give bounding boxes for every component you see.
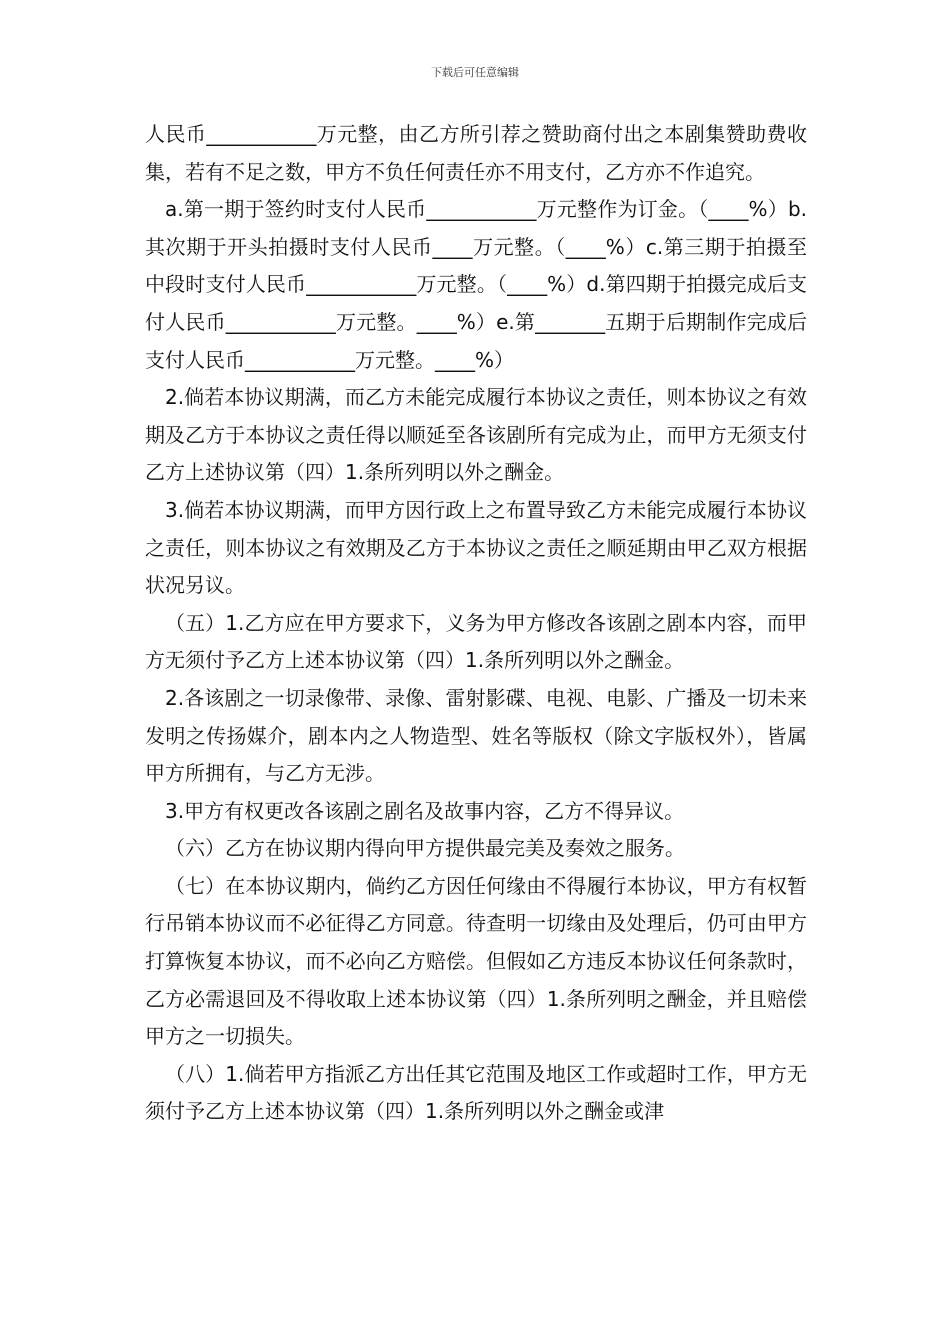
paragraph: （六）乙方在协议期内得向甲方提供最完美及奏效之服务。 [165, 836, 685, 861]
paragraph: 3.倘若本协议期满，而甲方因行政上之布置导致乙方未能完成履行本协议之责任，则本协议之有效期及乙方于本协议之责任之顺延期由甲乙双方根据状况另议。 [145, 497, 807, 598]
paragraph: （七）在本协议期内，倘约乙方因任何缘由不得履行本协议，甲方有权暂行吊销本协议而不必征得乙方同意。待查明一切缘由及处理后，仍可由甲方打算恢复本协议，而不必向乙方赔偿。但假如乙方违反本协议任何条款时，乙方必需退回及不得收取上述本协议第（四）1.条所列明之酬金，并且赔偿甲方之一切损失。 [145, 873, 807, 1049]
paragraph: （五）1.乙方应在甲方要求下，义务为甲方修改各该剧之剧本内容，而甲方无须付予乙方上述本协议第（四）1.条所列明以外之酬金。 [145, 610, 807, 673]
paragraph: 2.倘若本协议期满，而乙方未能完成履行本协议之责任，则本协议之有效期及乙方于本协议之责任得以顺延至各该剧所有完成为止，而甲方无须支付乙方上述协议第（四）1.条所列明以外之酬金。 [145, 385, 807, 485]
paragraph: （八）1.倘若甲方指派乙方出任其它范围及地区工作或超时工作，甲方无须付予乙方上述本协议第（四）1.条所列明以外之酬金或津 [145, 1061, 807, 1124]
paragraph: a.第一期于签约时支付人民币___________万元整作为订金。（____%）b.其次期于开头拍摄时支付人民币____万元整。（____%）c.第三期于拍摄至中段时支付人民币___________万元整。（____%）d.第四期于拍摄完成后支付人民币___________万元整。____%）e.第_______五期于后期制作完成后支付人民币___________万元整。____%） [145, 197, 807, 372]
paragraph: 人民币___________万元整，由乙方所引荐之赞助商付出之本剧集赞助费收集，若有不足之数，甲方不负任何责任亦不用支付，乙方亦不作追究。 [145, 122, 807, 184]
page-header: 下载后可任意编辑 [431, 66, 519, 79]
document-body [145, 116, 807, 1131]
paragraph: 2.各该剧之一切录像带、录像、雷射影碟、电视、电影、广播及一切未来发明之传扬媒介，剧本内之人物造型、姓名等版权（除文字版权外），皆属甲方所拥有，与乙方无涉。 [145, 685, 807, 786]
paragraph: 3.甲方有权更改各该剧之剧名及故事内容，乙方不得异议。 [165, 798, 685, 823]
